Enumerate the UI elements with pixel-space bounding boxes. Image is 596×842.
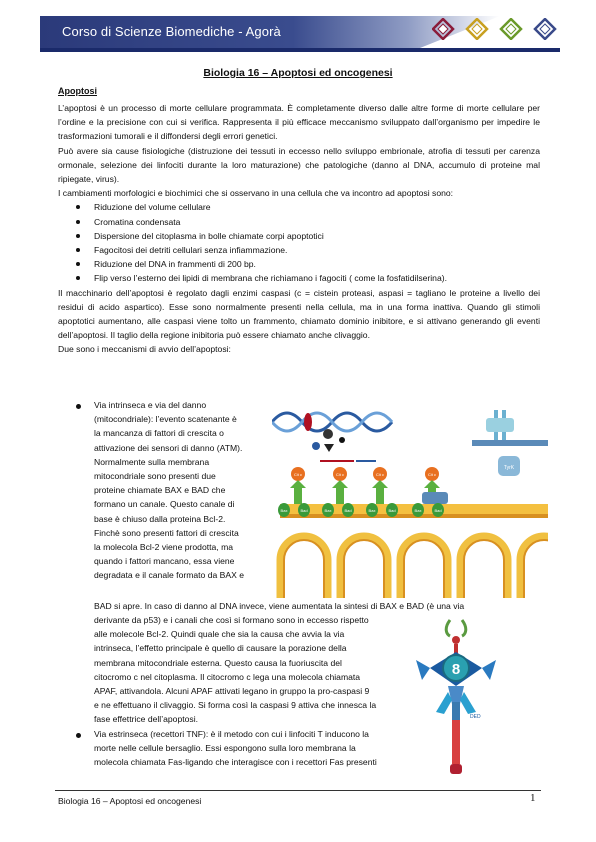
list-item: Fagocitosi dei detriti cellulari senza infiammazione. — [58, 243, 540, 257]
dna-helix-icon — [272, 413, 392, 431]
receptor-tyrk-icon — [472, 410, 548, 476]
text-line: Via estrinseca (recettori TNF): è il metodo con cui i linfociti T inducono la — [94, 729, 369, 739]
damage-marker-icon — [304, 413, 312, 431]
text-line: quando i fattori mancano, essa viene — [94, 556, 235, 567]
paragraph-3: I cambiamenti morfologici e biochimici che si osservano in una cellula che va incontro ad apoptosi sono: — [58, 188, 454, 199]
paragraph-1: L’apoptosi è un processo di morte cellulare programmata. È completamente diverso dalle altre forme di morte cellulare per l’ordine e la precisione con cui si verifica. Rappresenta il più efficace meccanismo sviluppato dall’organismo per impedire le trasformazioni tumorali e il diffondersi degli errori genetici. — [58, 103, 540, 142]
text-line: formano un canale. Questo canale di — [94, 499, 235, 510]
changes-list — [58, 200, 540, 285]
section-title: Apoptosi — [58, 86, 97, 96]
text-line: Finchè sono presenti fattori di crescita — [94, 527, 239, 538]
text-line: APAF, attivandola. Alcuni APAF attivati legano in gruppo la pro-caspasi 9 — [94, 686, 370, 697]
list-item: Riduzione del volume cellulare — [58, 200, 540, 214]
bax-label: Bax — [368, 508, 376, 513]
text-line: Normalmente sulla membrana — [94, 456, 210, 467]
text-line: derivante da p53) e i canali che così si formano sono in eccesso rispetto — [94, 615, 369, 625]
bullet-extrinsic — [76, 733, 81, 738]
list-item: Dispersione del citoplasma in bolle chiamate corpi apoptotici — [58, 229, 540, 243]
ded-label: DED — [470, 714, 481, 720]
cristae — [280, 536, 548, 598]
list-item: Cromatina condensata — [58, 215, 540, 229]
paragraph-2: Può avere sia cause fisiologiche (distruzione dei tessuti in eccesso nello sviluppo embrionale, atrofia di tessuti per carenza ormonale, selezione dei linfociti durante la loro maturazione) che patologiche (danno al DNA, accumulo di proteine mal ripiegate, virus). — [58, 145, 540, 185]
diamond-logos — [432, 18, 562, 40]
text-line: alle molecole Bcl-2. Quindi quale che sia la causa che avvia la via — [94, 629, 345, 640]
text-line: citocromo c nel citoplasma. Il citocromo c lega una molecola chiamata — [94, 671, 361, 682]
text-line: intrinseca, l’effetto principale è quello di causare la porazione della — [94, 643, 347, 654]
diamond-green-icon — [501, 19, 521, 39]
cit-label: Cit c — [428, 472, 436, 477]
extrinsic-column — [94, 727, 416, 770]
bax-label: Bax — [414, 508, 422, 513]
diamond-yellow-icon — [467, 19, 487, 39]
bax-label: Bax — [280, 508, 288, 513]
release-arrows — [290, 480, 440, 504]
text-line: attivazione dei sensori di danno (ATM). — [94, 442, 243, 453]
page-number: 1 — [530, 792, 536, 804]
caspase-8-label: 8 — [451, 661, 461, 678]
intrinsic-column — [94, 398, 269, 583]
text-line: (mitocondriale): l’evento scatenante è — [94, 414, 237, 425]
text-line: Via intrinseca e via del danno — [94, 400, 207, 410]
footer-text: Biologia 16 – Apoptosi ed oncogenesi — [58, 796, 202, 806]
bax-label: Bax — [324, 508, 332, 513]
bcl2-icon — [422, 492, 448, 504]
cytochrome-c-icon — [291, 467, 439, 481]
text-line: la mancanza di fattori di crescita o — [94, 428, 224, 439]
mitochondrial-pathway-figure — [272, 400, 548, 598]
intrinsic-column-2 — [94, 613, 416, 727]
bullet-intrinsic — [76, 404, 81, 409]
text-line: membrana mitocondriale esterna. Questo causa la fuoriuscita del — [94, 657, 342, 668]
bad-label: Bad — [300, 508, 308, 513]
diamond-red-icon — [433, 19, 453, 39]
diamond-blue-icon — [535, 19, 555, 39]
text-line: mitocondriale sono presenti due — [94, 471, 216, 482]
cit-label: Cit c — [294, 472, 302, 477]
course-title: Corso di Scienze Biomediche - Agorà — [62, 24, 281, 39]
bad-label: Bad — [388, 508, 396, 513]
text-line: degradata e il canale formato da BAX e — [94, 570, 245, 581]
caspase-figure — [412, 616, 508, 788]
text-line: proteine chiamate BAX e BAD che — [94, 485, 226, 496]
text-line: la molecola Bcl-2 viene prodotta, ma — [94, 542, 234, 553]
cit-label: Cit c — [376, 472, 384, 477]
paragraph-4: Il macchinario dell’apoptosi è regolato dagli enzimi caspasi (c = cistein proteasi, aspasi = tagliano le proteine a livello dei residui di acido aspartico). Esse sono normalmente presenti nella cellula, ma in una forma inattiva. Quando gli stimoli apoptotici aumentano, alle caspasi viene tolto un frammento, chiamato dominio inibitore, e si attivano generando gli eventi dell’apoptosi. Il taglio della regione inibitoria può essere chiamato anche clivaggio. — [58, 287, 540, 341]
list-item: Riduzione del DNA in frammenti di 200 bp. — [58, 257, 540, 271]
paragraph-5: Due sono i meccanismi di avvio dell’apoptosi: — [58, 344, 231, 355]
intro-block — [58, 101, 540, 357]
bad-label: Bad — [344, 508, 352, 513]
text-line: base è chiuso dalla proteina Bcl-2. — [94, 513, 226, 524]
text-line: e ne effettuano il clivaggio. Si forma così la caspasi 9 attiva che innesca la — [94, 700, 377, 711]
bad-label: Bad — [434, 508, 442, 513]
tyrk-label: TyrK — [503, 465, 515, 471]
page-title: Biologia 16 – Apoptosi ed oncogenesi — [203, 67, 393, 79]
cit-label: Cit c — [336, 472, 344, 477]
text-line: molecola chiamata Fas-ligando che interagisce con i recettori Fas presenti — [94, 757, 377, 768]
text-line: fase effettrice dell’apoptosi. — [94, 714, 198, 725]
footer-divider — [55, 790, 541, 791]
receptor-fas-icon — [452, 720, 460, 764]
list-item: Flip verso l’esterno dei lipidi di membrana che richiamano i fagociti ( come la fosfatidilserina). — [58, 271, 540, 285]
text-line: morte nelle cellule bersaglio. Essi espongono sulla loro membrana la — [94, 743, 356, 754]
intrinsic-full-line: BAD si apre. In caso di danno al DNA invece, viene aumentata la sintesi di BAX e BAD (è una via — [94, 601, 465, 611]
